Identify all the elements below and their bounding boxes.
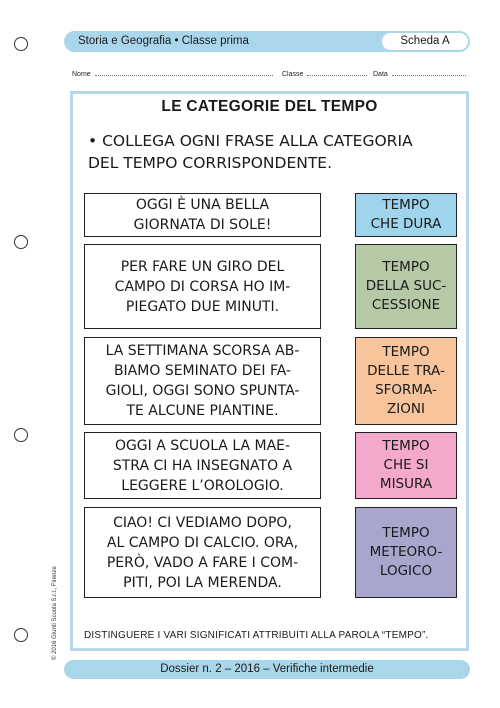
copyright-notice: © 2016 Giunti Scuola S.r.l., Firenze [52,566,58,660]
phrase-line: OGGI È UNA BELLA [135,197,270,213]
category-line: TEMPO [382,197,430,213]
date-field [373,69,466,78]
name-field [72,69,273,78]
phrase-line: PERÒ, VADO A FARE I COM- [106,554,299,571]
binder-hole-2 [14,235,28,249]
category-line: TEMPO [382,438,430,454]
phrase-line: STRA CI HA INSEGNATO A [112,457,293,474]
phrase-box-4 [84,432,321,499]
phrase-line: OGGI A SCUOLA LA MAE- [114,437,291,454]
phrase-line: CAMPO DI CORSA HO IM- [114,278,291,295]
category-line: METEORO- [369,544,443,560]
category-box-3 [355,337,457,425]
category-box-5 [355,507,457,598]
category-line: TEMPO [382,525,430,541]
phrase-box-5 [84,507,321,598]
binder-hole-1 [14,37,28,51]
subject-label: Storia e Geografia • Classe prima [78,35,249,47]
category-box-2 [355,244,457,329]
phrase-box-3 [84,337,321,425]
binder-hole-4 [14,628,28,642]
worksheet-title: LE CATEGORIE DEL TEMPO [161,98,378,115]
phrase-line: AL CAMPO DI CALCIO. ORA, [106,534,299,551]
phrase-line: BIAMO SEMINATO DEI FA- [113,363,292,379]
category-line: LOGICO [379,563,433,579]
phrase-line: PITI, POI LA MERENDA. [123,574,282,591]
category-line: CESSIONE [371,297,441,313]
category-box-4 [355,432,457,499]
category-box-1 [355,193,457,237]
worksheet-tag: Scheda A [382,33,468,50]
phrase-line: PER FARE UN GIRO DEL [120,258,285,275]
category-line: CHE DURA [370,216,442,232]
class-label: Classe [282,71,304,78]
category-line: DELLA SUC- [365,278,447,294]
phrase-line: LEGGERE L’OROLOGIO. [121,477,284,494]
category-line: MISURA [379,476,433,492]
phrase-line: LA SETTIMANA SCORSA AB- [105,343,300,359]
instruction-line: • COLLEGA OGNI FRASE ALLA CATEGORIA [88,132,413,150]
category-line: CHE SI [383,457,429,473]
instruction-text [88,130,468,174]
phrase-line: CIAO! CI VEDIAMO DOPO, [113,514,292,531]
class-field [282,69,367,78]
phrase-line: GIOLI, OGGI SONO SPUNTA- [105,383,300,399]
category-line: TEMPO [382,344,430,360]
binder-hole-3 [14,428,28,442]
phrase-line: PIEGATO DUE MINUTI. [125,298,280,315]
phrase-box-1 [84,193,321,237]
name-label: Nome [72,71,91,78]
category-line: TEMPO [382,259,430,275]
instruction-line: DEL TEMPO CORRISPONDENTE. [88,154,333,172]
phrase-box-2 [84,244,321,329]
category-line: DELLE TRA- [367,363,445,379]
category-line: SFORMA- [375,382,437,398]
date-label: Data [373,71,388,78]
header-bar [64,31,470,52]
phrase-line: GIORNATA DI SOLE! [133,217,272,233]
phrase-line: TE ALCUNE PIANTINE. [126,403,279,419]
footer-bar: Dossier n. 2 – 2016 – Verifiche intermedie [64,660,470,679]
category-line: ZIONI [387,401,425,417]
objective-note: DISTINGUERE I VARI SIGNIFICATI ATTRIBUITI ALLA PAROLA “TEMPO”. [84,630,429,641]
